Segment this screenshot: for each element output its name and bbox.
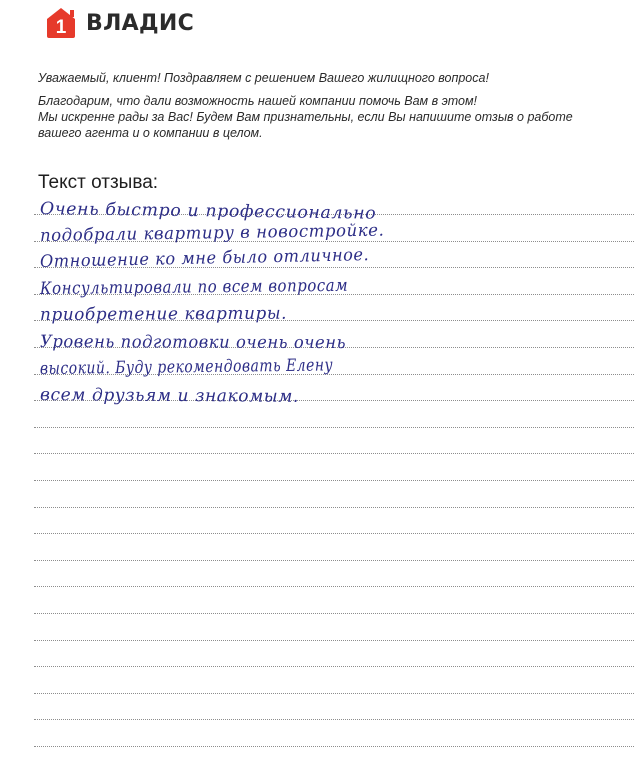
handwritten-line: Консультировали по всем вопросам	[39, 275, 349, 299]
ruled-line	[34, 507, 634, 508]
greeting-text: Уважаемый, клиент! Поздравляем с решением Вашего жилищного вопроса!	[38, 71, 489, 85]
ruled-line	[34, 586, 634, 587]
ruled-line	[34, 480, 634, 481]
ruled-line	[34, 613, 634, 614]
handwritten-line: Очень быстро и профессионально	[39, 199, 377, 224]
ruled-line	[34, 640, 634, 641]
ruled-line	[34, 666, 634, 667]
ruled-line	[34, 560, 634, 561]
handwritten-line: высокий. Буду рекомендовать Елену	[39, 354, 334, 379]
thanks-line-2: Мы искренне рады за Вас! Будем Вам признательны, если Вы напишите отзыв о работе	[38, 110, 573, 124]
ruled-line	[34, 427, 634, 428]
house-pin-icon	[44, 6, 78, 40]
review-heading: Текст отзыва:	[38, 172, 159, 193]
handwritten-line: Уровень подготовки очень очень	[39, 331, 347, 354]
handwritten-line: всем друзьям и знакомым.	[39, 385, 300, 407]
ruled-line	[34, 693, 634, 694]
intro-text	[38, 70, 628, 141]
ruled-line	[34, 719, 634, 720]
handwritten-line: подобрали квартиру в новостройке.	[39, 220, 385, 246]
ruled-line	[34, 533, 634, 534]
thanks-line-3: вашего агента и о компании в целом.	[38, 126, 263, 140]
handwritten-line: Отношение ко мне было отличное.	[39, 245, 370, 273]
thanks-line-1: Благодарим, что дали возможность нашей компании помочь Вам в этом!	[38, 94, 478, 108]
handwritten-line: приобретение квартиры.	[39, 304, 288, 326]
ruled-line	[34, 746, 634, 747]
ruled-line	[34, 453, 634, 454]
brand-logo	[44, 6, 194, 40]
logo-wordmark: ВЛАДИС	[86, 10, 195, 36]
logo-mark-digit: 1	[55, 17, 67, 38]
handwritten-review	[40, 196, 600, 409]
